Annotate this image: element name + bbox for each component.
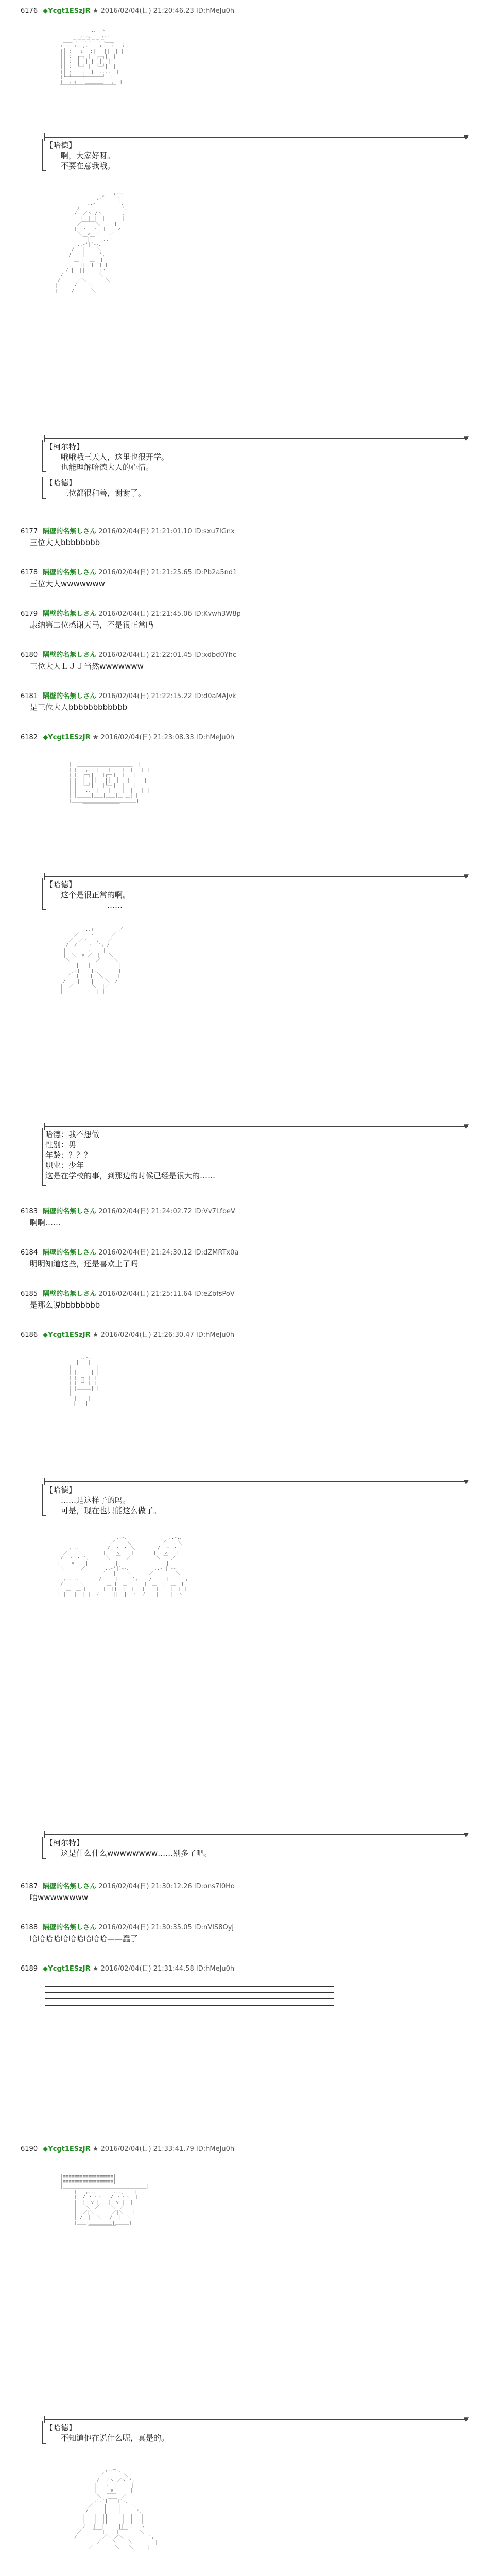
separator-line <box>45 2005 334 2006</box>
dialog-line: 年龄：？？？ <box>45 1150 92 1160</box>
dialog-block <box>45 2422 169 2443</box>
arrow-right-icon: ▼ <box>463 1831 469 1838</box>
arrow-right-icon: ▼ <box>463 2416 469 2423</box>
panel-divider <box>45 1831 469 1838</box>
post-header <box>21 649 463 659</box>
poster-name: 隔壁的名無しさん <box>43 1208 97 1215</box>
post-text: 三位大人ＬＪＪ当然wwwwwww <box>30 662 144 671</box>
post <box>21 1963 463 1973</box>
post-number[interactable]: 6186 <box>21 1331 38 1339</box>
ascii-art-character: _,.-､ ,.'ﾞ ヽ ＿,.-' ', / ', / ／ヽ /ヽ ', | | | | | | | ／￣￣￣＼ | | ・ ・ | ノ ＼ ▽ ／ ／ ￣|￣ ,.' ,.-'|`ｰ-､ / | ＼ / | ', | ＿ | ＿ | | | || | | | ﾉ | || | |ヽ / ￣ ｜ ￣ ＼ / ／＼ ＼ | / ＼ | |_____/ ＼_____| <box>55 191 128 294</box>
dialog-line: 哦哦哦三天人，这里也很开学。 <box>45 452 169 462</box>
separator-line <box>45 1998 334 1999</box>
separator-lines <box>45 1986 334 2011</box>
post-number[interactable]: 6190 <box>21 2145 38 2153</box>
post <box>21 1880 463 1903</box>
post-number[interactable]: 6182 <box>21 734 38 741</box>
dialog-line: 不要在意我哦。 <box>45 161 115 171</box>
arrow-right-icon: ▼ <box>463 133 469 141</box>
poster-name: 隔壁的名無しさん <box>43 1924 97 1931</box>
poster-name: 隔壁的名無しさん <box>43 1290 97 1298</box>
post-header <box>21 732 463 741</box>
dialog-line: …… <box>45 901 123 910</box>
post-number[interactable]: 6180 <box>21 651 38 659</box>
dialog-line: 这是什么什么wwwwwwww……别多了吧。 <box>45 1849 212 1858</box>
dialog-block <box>45 1129 215 1181</box>
post <box>21 1206 463 1228</box>
post-date: 2016/02/04(日) 21:21:01.10 ID:sxu7IGnx <box>98 528 235 535</box>
post-number[interactable]: 6177 <box>21 528 38 535</box>
post-date: 2016/02/04(日) 21:30:35.05 ID:nVIS8Oyj <box>98 1924 234 1931</box>
ascii-art-scene: ＿＿＿＿＿＿＿＿＿＿＿＿＿＿＿＿＿＿＿＿ |≡≡≡≡≡≡≡≡≡≡≡≡≡≡≡≡≡≡| |≡≡≡≡≡≡≡≡≡≡≡≡≡≡≡≡≡≡| |＿＿＿＿＿＿＿＿＿＿＿＿＿＿＿＿＿＿| | ,.-､ ,.-､ | | / ・・ヽ / ・・ヽ | | | ▽ | | ▽ | | | ＼＿／ ＼＿／ | | ／|＼ ／|＼ | | / | ＼ / | ＼ | |＿＿|＿＿＿＿＿|＿＿＿| ￣￣￣￣￣￣ <box>60 2169 156 2231</box>
dialog-block <box>45 140 115 171</box>
post-header <box>21 1963 463 1973</box>
post-text: 明明知道这些，还是喜欢上了吗 <box>30 1259 139 1268</box>
speaker-label: 【哈德】 <box>45 478 77 487</box>
dialog-line: 也能理解哈德大人的心情。 <box>45 463 154 472</box>
panel-divider <box>45 2416 469 2423</box>
poster-name: ◆Ycgt1ESzJR <box>43 1965 91 1973</box>
dialog-line: 这是在学校的事，到那边的时候已经是很大的…… <box>45 1171 216 1180</box>
post-number[interactable]: 6179 <box>21 610 38 618</box>
panel-divider <box>45 435 469 442</box>
poster-name: 隔壁的名無しさん <box>43 692 97 700</box>
post-number[interactable]: 6189 <box>21 1965 38 1973</box>
post-text: 啊啊…… <box>30 1218 61 1227</box>
panel-divider <box>45 133 469 141</box>
post-header <box>21 1922 463 1931</box>
dialog-block <box>45 478 146 498</box>
dialog-line: 职业：少年 <box>45 1161 84 1170</box>
dialog-block <box>45 1838 212 1858</box>
post-text: 是三位大人bbbbbbbbbbbb <box>30 703 128 712</box>
trip-icon: ★ <box>92 1965 99 1973</box>
post <box>21 1922 463 1944</box>
speaker-label: 【柯尔特】 <box>45 1838 84 1848</box>
post-header <box>21 1880 463 1890</box>
post-text: 三位大人wwwwwww <box>30 579 105 588</box>
post-date: 2016/02/04(日) 21:26:30.47 ID:hMeJu0h <box>100 1331 235 1339</box>
post-number[interactable]: 6178 <box>21 569 38 577</box>
post-text: 是那么说bbbbbbbb <box>30 1300 100 1310</box>
post-header <box>21 608 463 618</box>
poster-name: 隔壁的名無しさん <box>43 1883 97 1890</box>
poster-name: 隔壁的名無しさん <box>43 528 97 535</box>
poster-name: 隔壁的名無しさん <box>43 651 97 659</box>
post-header <box>21 567 463 577</box>
post-text: 唔wwwwwwww <box>30 1893 89 1902</box>
post <box>21 649 463 671</box>
speaker-label: 【柯尔特】 <box>45 442 84 451</box>
trip-icon: ★ <box>92 1331 99 1339</box>
dialog-block <box>45 879 130 910</box>
dialog-line: ……是这样子的吗。 <box>45 1496 131 1505</box>
ascii-art-lantern: ,、 ヽ _,.-、_ ,.- ＿＿二二二二二二二＿＿ i i i ,. i ｉ ｉ |│ :| ｒ :| || | | |│ :| ┌─┐ | ┌─┐| | |│ :| │ │ | │ │| | |│ :| └─┘ | └─┘| | |│ :| .. | .... | | |└─┴────┴──────┘ | | ,.ｨ ＿＿＿＿ ｡ | ￣￣￣￣￣￣￣￣￣￣￣￣ <box>60 28 128 90</box>
separator-line <box>45 1986 334 1987</box>
post <box>21 690 463 713</box>
post-header <box>21 1329 463 1339</box>
ascii-art-scene: ,.-､ ,.-.､ ／ ＼ ／ ＼ ,.-､ / ・ ・ ＼ / ・ ・ | ／ ＼ | ▽ | | ▽ | / ・ ・ ', ＼ ￣ ／ ＼ ￣ ／ | ▽ | ￣|￣ ￣|￣ ＼ ￣ ／ ,.-'|`ｰ-､ ,.-'|`ｰ-､ ￣|￣ ／ | ＼ ／ | ＼ ,.-|-､ / | ', / | ', / | ＼ | ＿ | ＿ | | ＿ | ＿ | | ＿| ＿ | | | || | | | | | | | | | | | || | | ﾉ | || | ヽ ﾉ | | | | ヽ ￣ ￣ ￣ ￣ ￣￣￣￣￣￣￣ ￣￣￣￣￣￣￣￣ <box>57 1535 188 1602</box>
post-number[interactable]: 6183 <box>21 1208 38 1215</box>
post-header <box>21 1206 463 1215</box>
speaker-label: 【哈德】 <box>45 880 77 889</box>
separator-line <box>45 1992 334 1993</box>
post-header <box>21 1288 463 1298</box>
panel-divider <box>45 1123 469 1130</box>
post-header <box>21 526 463 535</box>
panel-divider <box>45 873 469 880</box>
post-date: 2016/02/04(日) 21:24:30.12 ID:dZMRTx0a <box>98 1249 239 1257</box>
post-date: 2016/02/04(日) 21:30:12.26 ID:ons7l0Ho <box>98 1883 235 1890</box>
post-date: 2016/02/04(日) 21:24:02.72 ID:Vv7LfbeV <box>98 1208 235 1215</box>
post <box>21 567 463 589</box>
post-number[interactable]: 6185 <box>21 1290 38 1298</box>
post-header <box>21 1247 463 1257</box>
arrow-right-icon: ▼ <box>463 1123 469 1130</box>
post-text: 康纳第二位感谢天马，不是很正常吗 <box>30 620 154 630</box>
trip-icon: ★ <box>92 734 99 741</box>
dialog-line: 三位都很和善，谢谢了。 <box>45 488 146 498</box>
post <box>21 1288 463 1310</box>
trip-icon: ★ <box>92 7 99 15</box>
post-date: 2016/02/04(日) 21:31:44.58 ID:hMeJu0h <box>100 1965 235 1973</box>
post-number[interactable]: 6184 <box>21 1249 38 1257</box>
poster-name: ◆Ycgt1ESzJR <box>43 7 91 15</box>
poster-name: 隔壁的名無しさん <box>43 1249 97 1257</box>
post-number[interactable]: 6181 <box>21 692 38 700</box>
post-date: 2016/02/04(日) 21:22:01.45 ID:xdbd0Yhc <box>98 651 237 659</box>
post-text: 哈哈哈哈哈哈哈哈哈哈——蠢了 <box>30 1934 139 1943</box>
ascii-art-character: ,.ｨ ／ ／ ヽ ／ ／ ／ヽ ', ／ / / ヽ ', / | | ・ ・ | | | ＼ ▽ ／ | ＼ ＼ ￣￣￣ ／ ＼ ￣|￣￣|￣ | ,.| |.､ | ／ | | ＼ | / | | ＼ / | ／￣￣￣￣＼ |／ | | | | ￣￣￣￣￣￣￣￣￣ <box>60 927 123 999</box>
dialog-line: 啊，大家好呀。 <box>45 151 115 160</box>
poster-name: 隔壁的名無しさん <box>43 569 97 577</box>
post-number[interactable]: 6188 <box>21 1924 38 1931</box>
post-number[interactable]: 6187 <box>21 1883 38 1890</box>
ascii-art-lantern: ＿＿＿＿＿＿＿＿＿＿＿＿＿＿＿ | ＿＿＿＿＿＿＿＿＿＿＿＿ | | | ,. | | | | | | | | ┌─┐| |┌─┐| | | | | | │ ││ |│ │| | | | | | └─┘| |└─┘| | | | | | .. | | | | | | | |＿＿＿|＿＿|＿＿|＿|＿| | |＿＿＿＿＿＿＿＿＿＿＿＿＿＿| ￣￣￣￣￣￣￣￣ <box>68 757 150 809</box>
post-header <box>21 2143 463 2153</box>
dialog-line: 不知道他在说什么呢，真是的。 <box>45 2433 169 2443</box>
post-header <box>21 690 463 700</box>
post-date: 2016/02/04(日) 21:20:46.23 ID:hMeJu0h <box>100 7 235 15</box>
dialog-block <box>45 1485 161 1516</box>
ascii-art-lantern: ,.-､ ＿|＿＿|＿ | ＿＿＿ | | | | | | | ┌┐ | | | | └┘ | | | |＿＿＿| | |＿＿＿＿＿| | | ＿|＿＿|＿ ￣￣￣￣￣ <box>68 1355 99 1412</box>
arrow-right-icon: ▼ <box>463 1478 469 1485</box>
post <box>21 732 463 741</box>
post <box>21 5 463 15</box>
trip-icon: ★ <box>92 2145 99 2153</box>
post-text: 三位大人bbbbbbbb <box>30 538 100 547</box>
poster-name: ◆Ycgt1ESzJR <box>43 2145 91 2153</box>
post-number[interactable]: 6176 <box>21 7 38 15</box>
arrow-right-icon: ▼ <box>463 435 469 442</box>
poster-name: ◆Ycgt1ESzJR <box>43 734 91 741</box>
post <box>21 1247 463 1269</box>
speaker-label: 【哈德】 <box>45 1485 77 1495</box>
post-date: 2016/02/04(日) 21:25:11.64 ID:eZbfsPoV <box>98 1290 235 1298</box>
dialog-line: 可是，现在也只能这么做了。 <box>45 1506 162 1515</box>
dialog-line: 这个是很正常的啊。 <box>45 890 131 900</box>
dialog-line: 哈德：我不想做 <box>45 1130 100 1139</box>
panel-divider <box>45 1478 469 1485</box>
arrow-right-icon: ▼ <box>463 873 469 880</box>
post-date: 2016/02/04(日) 21:21:45.06 ID:Kvwh3W8p <box>98 610 241 618</box>
post <box>21 1329 463 1339</box>
post-header <box>21 5 463 15</box>
ascii-art-character: ,.-─-､ ／ ＼ / ／ヽ ／ヽ ', | ・ ・ | | ▽ | ＼ ￣￣ ／ ,.-`|￣￣|´-､ ／ | | ＼ / ＿ | | ＿ ', | | || || | | | | || || | | ﾉ | || || | ヽ ／ ￣￣| |￣￣ ＼ / ／＼ ／＼ ', | ／ ＼ ＼ | |＿＿＿／ ＼＿＿＼＿＿＿| <box>71 2468 158 2550</box>
post-date: 2016/02/04(日) 21:21:25.65 ID:Pb2a5nd1 <box>98 569 237 577</box>
post-date: 2016/02/04(日) 21:33:41.79 ID:hMeJu0h <box>100 2145 235 2153</box>
post <box>21 608 463 630</box>
poster-name: ◆Ycgt1ESzJR <box>43 1331 91 1339</box>
post-date: 2016/02/04(日) 21:23:08.33 ID:hMeJu0h <box>100 734 235 741</box>
dialog-block <box>45 442 169 472</box>
speaker-label: 【哈德】 <box>45 141 77 150</box>
dialog-line: 性别：男 <box>45 1140 77 1149</box>
speaker-label: 【哈德】 <box>45 2423 77 2432</box>
poster-name: 隔壁的名無しさん <box>43 610 97 618</box>
post <box>21 2143 463 2153</box>
post <box>21 526 463 548</box>
post-date: 2016/02/04(日) 21:22:15.22 ID:d0aMAJvk <box>98 692 236 700</box>
